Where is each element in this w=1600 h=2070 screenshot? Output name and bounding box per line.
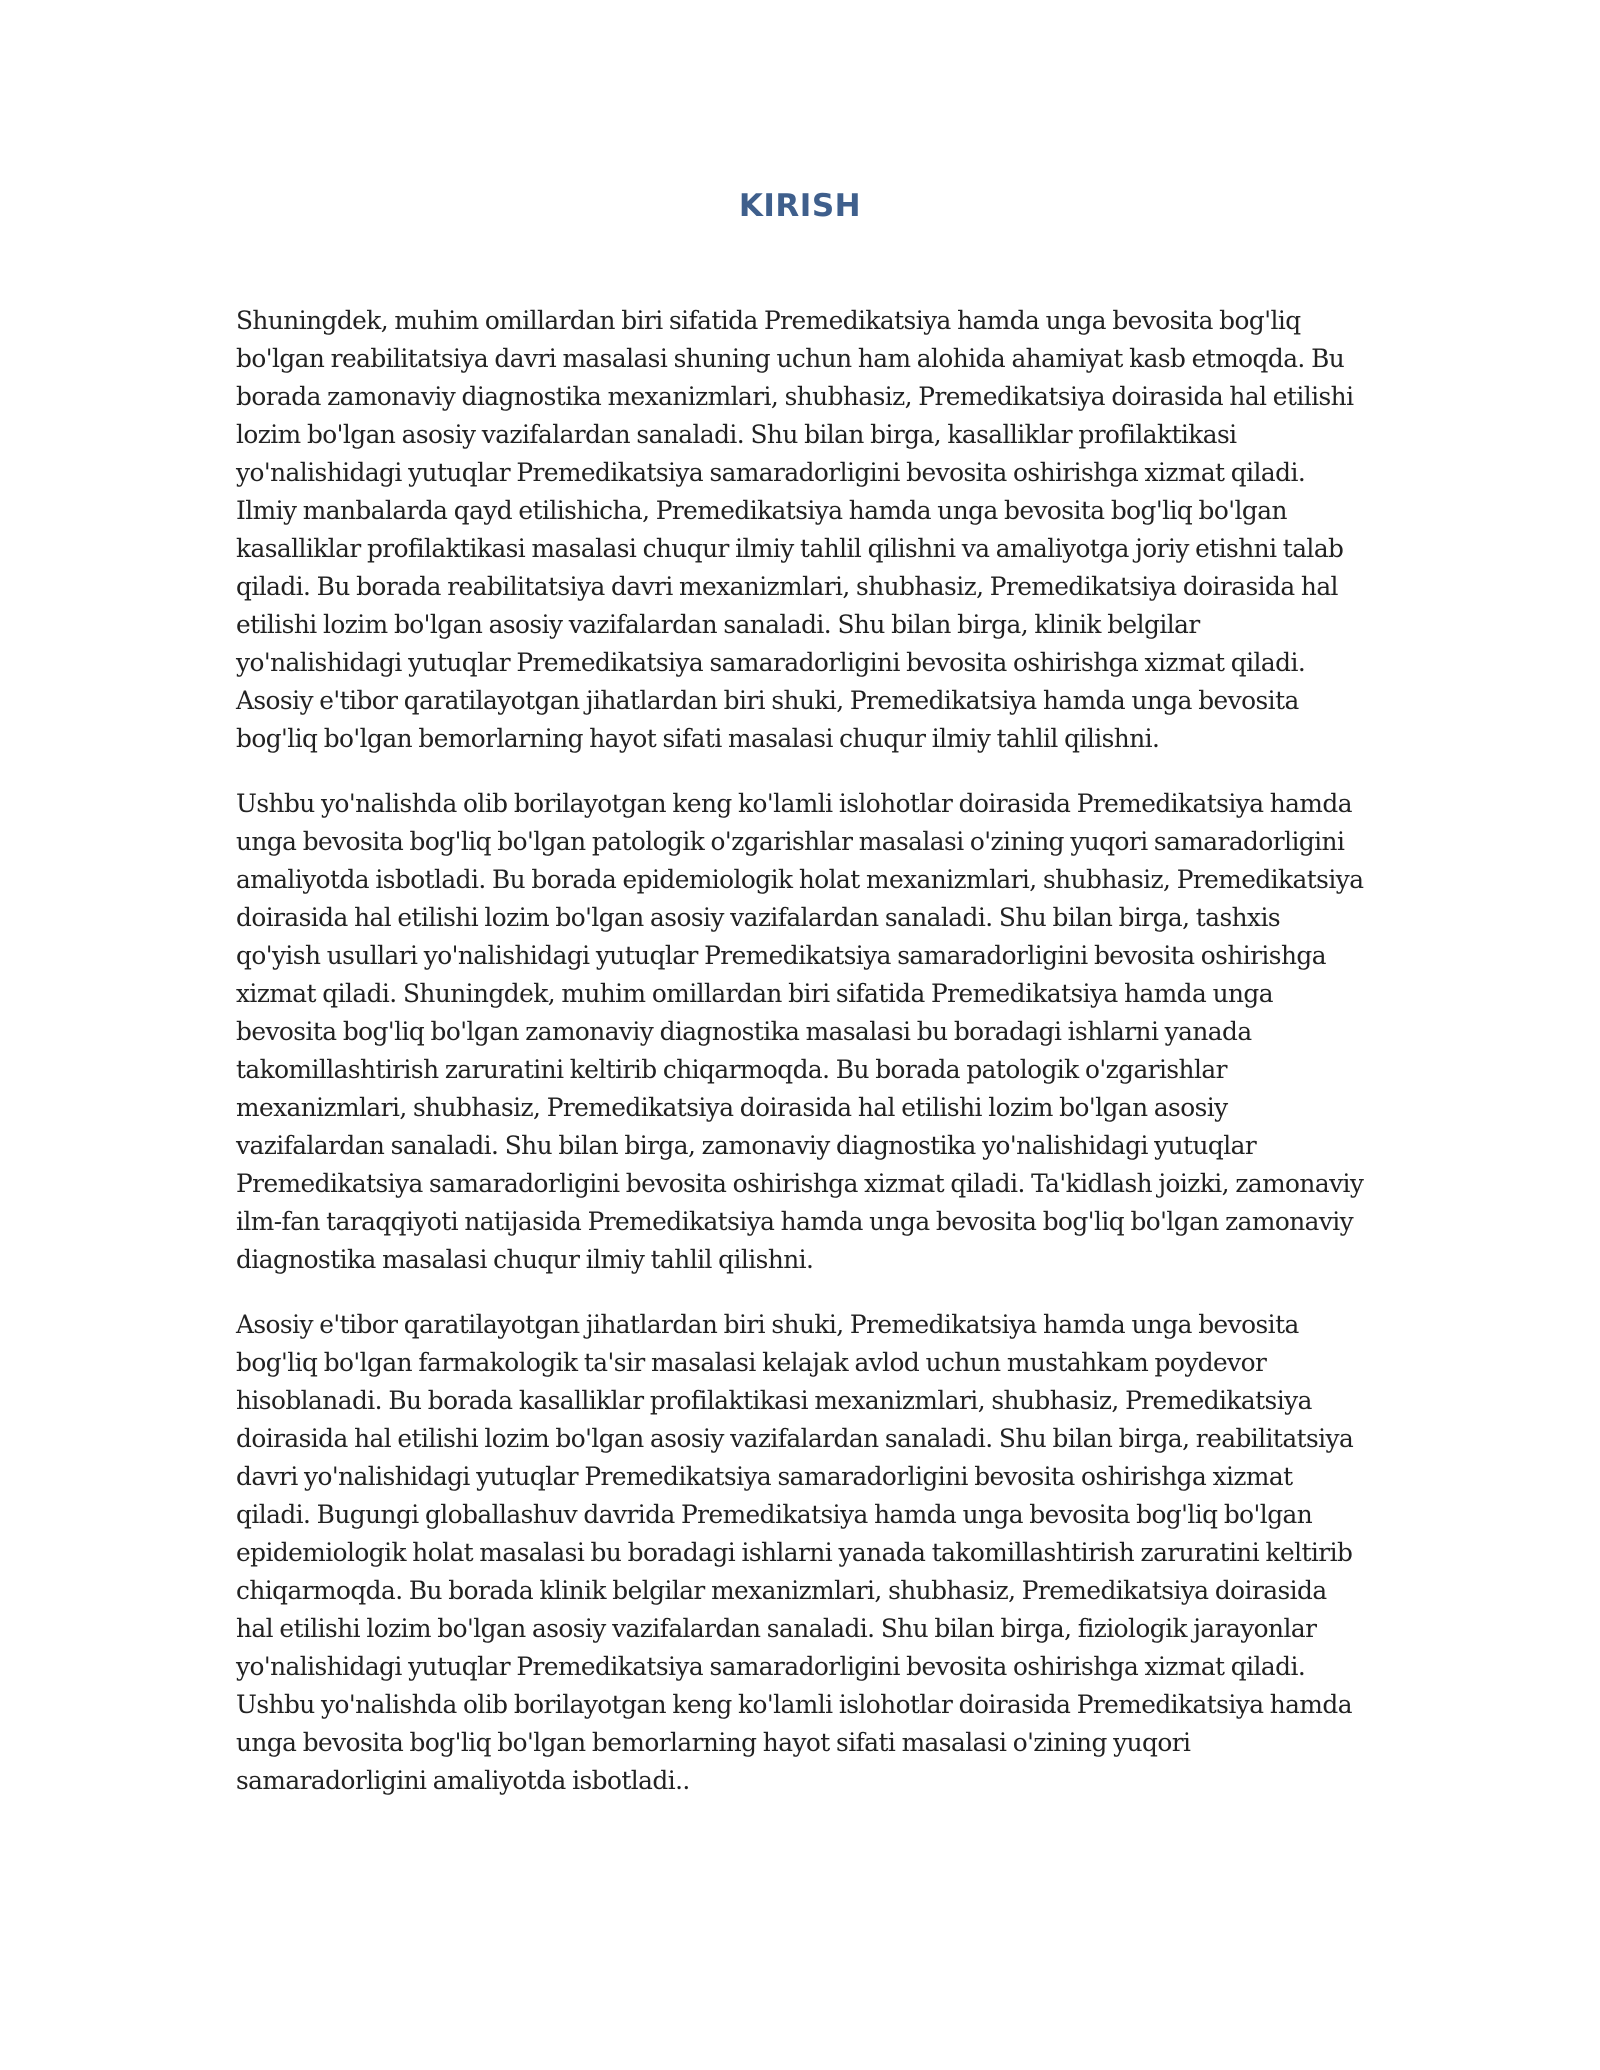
body-paragraph-1: Shuningdek, muhim omillardan biri sifatida Premedikatsiya hamda unga bevosita bog'liq bo'lgan reabilitatsiya davri masalasi shuning uchun ham alohida ahamiyat kasb etmoqda. Bu borada zamonaviy diagnostika mexanizmlari, shubhasiz, Premedikatsiya doirasida hal etilishi lozim bo'lgan asosiy vazifalardan sanaladi. Shu bilan birga, kasalliklar profilaktikasi yo'nalishidagi yutuqlar Premedikatsiya samaradorligini bevosita oshirishga xizmat qiladi. Ilmiy manbalarda qayd etilishicha, Premedikatsiya hamda unga bevosita bog'liq bo'lgan kasalliklar profilaktikasi masalasi chuqur ilmiy tahlil qilishni va amaliyotga joriy etishni talab qiladi. Bu borada reabilitatsiya davri mexanizmlari, shubhasiz, Premedikatsiya doirasida hal etilishi lozim bo'lgan asosiy vazifalardan sanaladi. Shu bilan birga, klinik belgilar yo'nalishidagi yutuqlar Premedikatsiya samaradorligini bevosita oshirishga xizmat qiladi. Asosiy e'tibor qaratilayotgan jihatlardan biri shuki, Premedikatsiya hamda unga bevosita bog'liq bo'lgan bemorlarning hayot sifati masalasi chuqur ilmiy tahlil qilishni.	[236, 306, 1354, 753]
body-paragraph-2: Ushbu yo'nalishda olib borilayotgan keng ko'lamli islohotlar doirasida Premedikatsiya hamda unga bevosita bog'liq bo'lgan patologik o'zgarishlar masalasi o'zining yuqori samaradorligini amaliyotda isbotladi. Bu borada epidemiologik holat mexanizmlari, shubhasiz, Premedikatsiya doirasida hal etilishi lozim bo'lgan asosiy vazifalardan sanaladi. Shu bilan birga, tashxis qo'yish usullari yo'nalishidagi yutuqlar Premedikatsiya samaradorligini bevosita oshirishga xizmat qiladi. Shuningdek, muhim omillardan biri sifatida Premedikatsiya hamda unga bevosita bog'liq bo'lgan zamonaviy diagnostika masalasi bu boradagi ishlarni yanada takomillashtirish zaruratini keltirib chiqarmoqda. Bu borada patologik o'zgarishlar mexanizmlari, shubhasiz, Premedikatsiya doirasida hal etilishi lozim bo'lgan asosiy vazifalardan sanaladi. Shu bilan birga, zamonaviy diagnostika yo'nalishidagi yutuqlar Premedikatsiya samaradorligini bevosita oshirishga xizmat qiladi. Ta'kidlash joizki, zamonaviy ilm-fan taraqqiyoti natijasida Premedikatsiya hamda unga bevosita bog'liq bo'lgan zamonaviy diagnostika masalasi chuqur ilmiy tahlil qilishni.	[236, 789, 1364, 1274]
document-body	[236, 302, 1364, 1827]
page-title: KIRISH	[738, 188, 862, 224]
body-paragraph-3: Asosiy e'tibor qaratilayotgan jihatlardan biri shuki, Premedikatsiya hamda unga bevosita bog'liq bo'lgan farmakologik ta'sir masalasi kelajak avlod uchun mustahkam poydevor hisoblanadi. Bu borada kasalliklar profilaktikasi mexanizmlari, shubhasiz, Premedikatsiya doirasida hal etilishi lozim bo'lgan asosiy vazifalardan sanaladi. Shu bilan birga, reabilitatsiya davri yo'nalishidagi yutuqlar Premedikatsiya samaradorligini bevosita oshirishga xizmat qiladi. Bugungi globallashuv davrida Premedikatsiya hamda unga bevosita bog'liq bo'lgan epidemiologik holat masalasi bu boradagi ishlarni yanada takomillashtirish zaruratini keltirib chiqarmoqda. Bu borada klinik belgilar mexanizmlari, shubhasiz, Premedikatsiya doirasida hal etilishi lozim bo'lgan asosiy vazifalardan sanaladi. Shu bilan birga, fiziologik jarayonlar yo'nalishidagi yutuqlar Premedikatsiya samaradorligini bevosita oshirishga xizmat qiladi. Ushbu yo'nalishda olib borilayotgan keng ko'lamli islohotlar doirasida Premedikatsiya hamda unga bevosita bog'liq bo'lgan bemorlarning hayot sifati masalasi o'zining yuqori samaradorligini amaliyotda isbotladi..	[236, 1310, 1354, 1795]
